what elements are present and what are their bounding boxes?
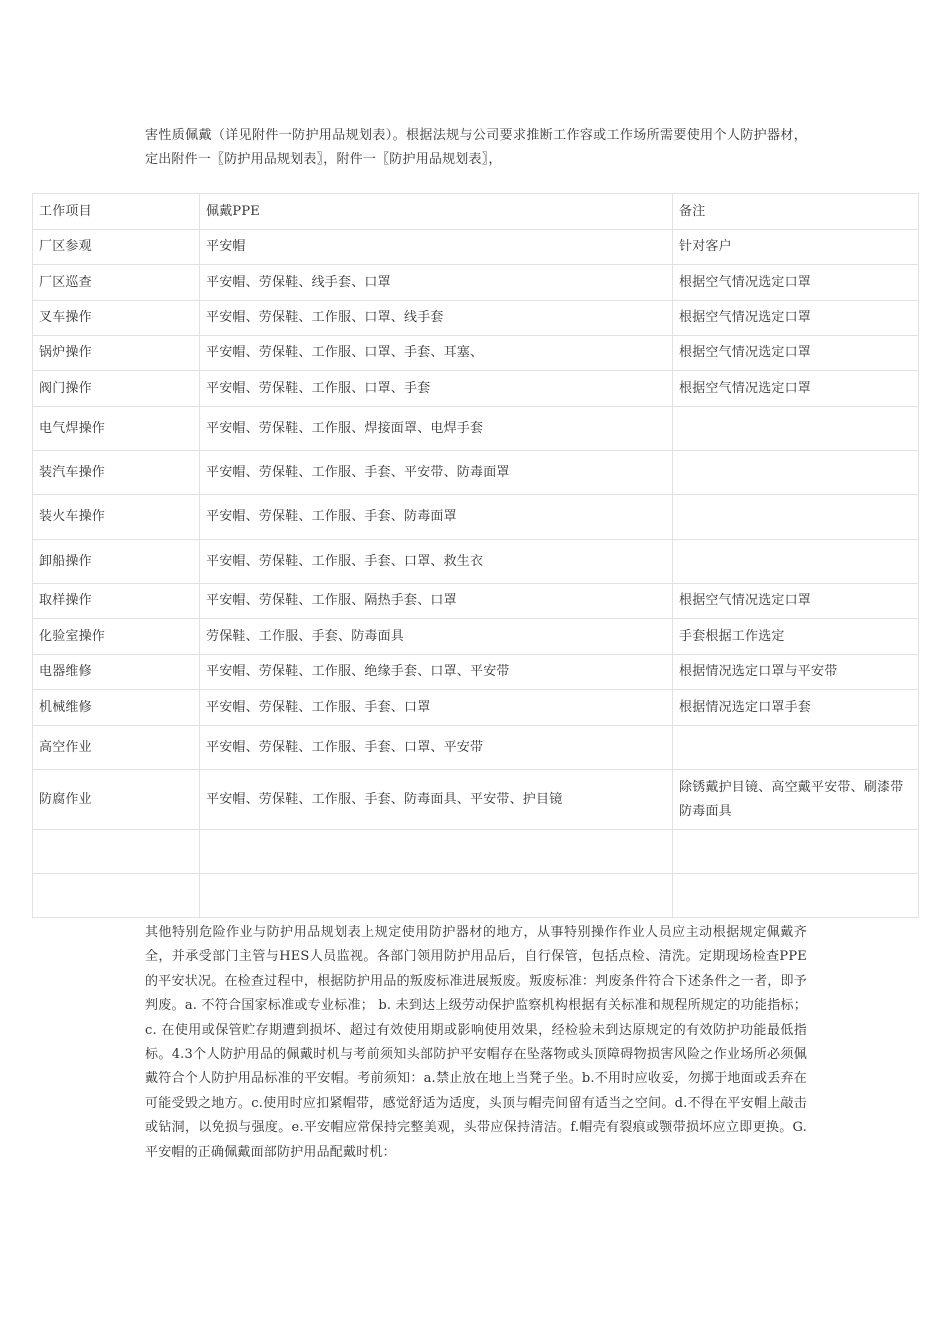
table-row — [33, 371, 919, 407]
row-remarks: 根据空气情况选定口罩 — [673, 336, 919, 371]
row-ppe: 平安帽、劳保鞋、工作服、手套、防毒面具、平安带、护目镜 — [200, 770, 673, 830]
ppe-planning-table — [32, 193, 919, 918]
row-ppe: 平安帽、劳保鞋、工作服、隔热手套、口罩 — [200, 584, 673, 619]
table-row — [33, 726, 919, 770]
row-remarks: 根据空气情况选定口罩 — [673, 371, 919, 407]
row-ppe: 平安帽、劳保鞋、工作服、绝缘手套、口罩、平安带 — [200, 655, 673, 690]
table-row — [33, 584, 919, 619]
row-work-item: 锅炉操作 — [33, 336, 200, 371]
row-remarks: 根据空气情况选定口罩 — [673, 301, 919, 336]
table-row — [33, 619, 919, 655]
row-work-item — [33, 830, 200, 874]
row-remarks — [673, 407, 919, 451]
row-work-item: 取样操作 — [33, 584, 200, 619]
table-row — [33, 874, 919, 918]
row-ppe — [200, 874, 673, 918]
row-work-item: 厂区参观 — [33, 230, 200, 265]
row-work-item: 装汽车操作 — [33, 451, 200, 495]
row-remarks — [673, 874, 919, 918]
row-ppe: 平安帽、劳保鞋、工作服、焊接面罩、电焊手套 — [200, 407, 673, 451]
row-ppe: 劳保鞋、工作服、手套、防毒面具 — [200, 619, 673, 655]
row-ppe: 平安帽、劳保鞋、工作服、手套、口罩、救生衣 — [200, 540, 673, 584]
row-ppe: 平安帽、劳保鞋、工作服、口罩、线手套 — [200, 301, 673, 336]
table-row — [33, 407, 919, 451]
table-row — [33, 690, 919, 726]
row-remarks: 针对客户 — [673, 230, 919, 265]
row-work-item: 叉车操作 — [33, 301, 200, 336]
table-row — [33, 495, 919, 540]
row-work-item: 卸船操作 — [33, 540, 200, 584]
row-ppe: 平安帽、劳保鞋、线手套、口罩 — [200, 265, 673, 301]
row-remarks: 手套根据工作选定 — [673, 619, 919, 655]
table-row — [33, 655, 919, 690]
table-row — [33, 230, 919, 265]
intro-paragraph: 害性质佩戴（详见附件一防护用品规划表）。根据法规与公司要求推断工作容或工作场所需要使用个人防护器材，定出附件一〖防护用品规划表〗，附件一〖防护用品规划表〗， — [145, 128, 807, 168]
row-remarks — [673, 726, 919, 770]
row-work-item: 化验室操作 — [33, 619, 200, 655]
row-ppe: 平安帽、劳保鞋、工作服、手套、防毒面罩 — [200, 495, 673, 540]
table-row — [33, 336, 919, 371]
row-remarks: 除锈戴护目镜、高空戴平安带、刷漆带防毒面具 — [673, 770, 919, 830]
row-ppe: 平安帽、劳保鞋、工作服、手套、口罩 — [200, 690, 673, 726]
header-work-item: 工作项目 — [33, 194, 200, 230]
row-ppe: 平安帽、劳保鞋、工作服、手套、口罩、平安带 — [200, 726, 673, 770]
row-remarks — [673, 495, 919, 540]
table-row — [33, 770, 919, 830]
body-paragraph: 其他特别危险作业与防护用品规划表上规定使用防护器材的地方，从事特别操作作业人员应主动根据规定佩戴齐全，并承受部门主管与HES人员监视。各部门领用防护用品后，自行保管，包括点检、清洗。定期现场检查PPE的平安状况。在检查过程中，根据防护用品的叛废标准进展叛废。叛废标准：判废条件符合下述条件之一者，即予判废。a. 不符合国家标准或专业标准； b. 未到达上级劳动保护监察机构根据有关标准和规程所规定的功能指标；c. 在使用或保管贮存期遭到损坏、超过有效使用期或影响使用效果，经检验未到达原规定的有效防护功能最低指标。4.3个人防护用品的佩戴时机与考前须知头部防护平安帽存在坠落物或头顶障碍物损害风险之作业场所必须佩戴符合个人防护用品标准的平安帽。考前须知：a.禁止放在地上当凳子坐。b.不用时应收妥，勿掷于地面或丢弃在可能受毁之地方。c.使用时应扣紧帽带，感觉舒适为适度，头顶与帽壳间留有适当之空间。d.不得在平安帽上敲击或钻洞，以免损与强度。e.平安帽应常保持完整美观，头带应保持清洁。f.帽壳有裂痕或颚带损坏应立即更换。G. 平安帽的正确佩戴面部防护用品配戴时机： — [145, 925, 807, 1160]
row-work-item: 防腐作业 — [33, 770, 200, 830]
row-work-item: 装火车操作 — [33, 495, 200, 540]
row-remarks: 根据情况选定口罩与平安带 — [673, 655, 919, 690]
row-work-item: 厂区巡查 — [33, 265, 200, 301]
header-ppe: 佩戴PPE — [200, 194, 673, 230]
row-remarks — [673, 540, 919, 584]
table-row — [33, 265, 919, 301]
row-ppe — [200, 830, 673, 874]
header-remarks: 备注 — [673, 194, 919, 230]
row-work-item — [33, 874, 200, 918]
row-remarks: 根据空气情况选定口罩 — [673, 584, 919, 619]
row-work-item: 机械维修 — [33, 690, 200, 726]
row-work-item: 电气焊操作 — [33, 407, 200, 451]
row-work-item: 阀门操作 — [33, 371, 200, 407]
table-row — [33, 301, 919, 336]
row-remarks: 根据空气情况选定口罩 — [673, 265, 919, 301]
row-remarks — [673, 830, 919, 874]
table-row — [33, 451, 919, 495]
row-remarks: 根据情况选定口罩手套 — [673, 690, 919, 726]
row-ppe: 平安帽、劳保鞋、工作服、口罩、手套、耳塞、 — [200, 336, 673, 371]
ppe-table-body — [33, 194, 919, 918]
row-ppe: 平安帽、劳保鞋、工作服、手套、平安带、防毒面罩 — [200, 451, 673, 495]
table-row — [33, 830, 919, 874]
row-work-item: 电器维修 — [33, 655, 200, 690]
row-ppe: 平安帽 — [200, 230, 673, 265]
table-header-row — [33, 194, 919, 230]
row-ppe: 平安帽、劳保鞋、工作服、口罩、手套 — [200, 371, 673, 407]
row-work-item: 高空作业 — [33, 726, 200, 770]
row-remarks — [673, 451, 919, 495]
table-row — [33, 540, 919, 584]
